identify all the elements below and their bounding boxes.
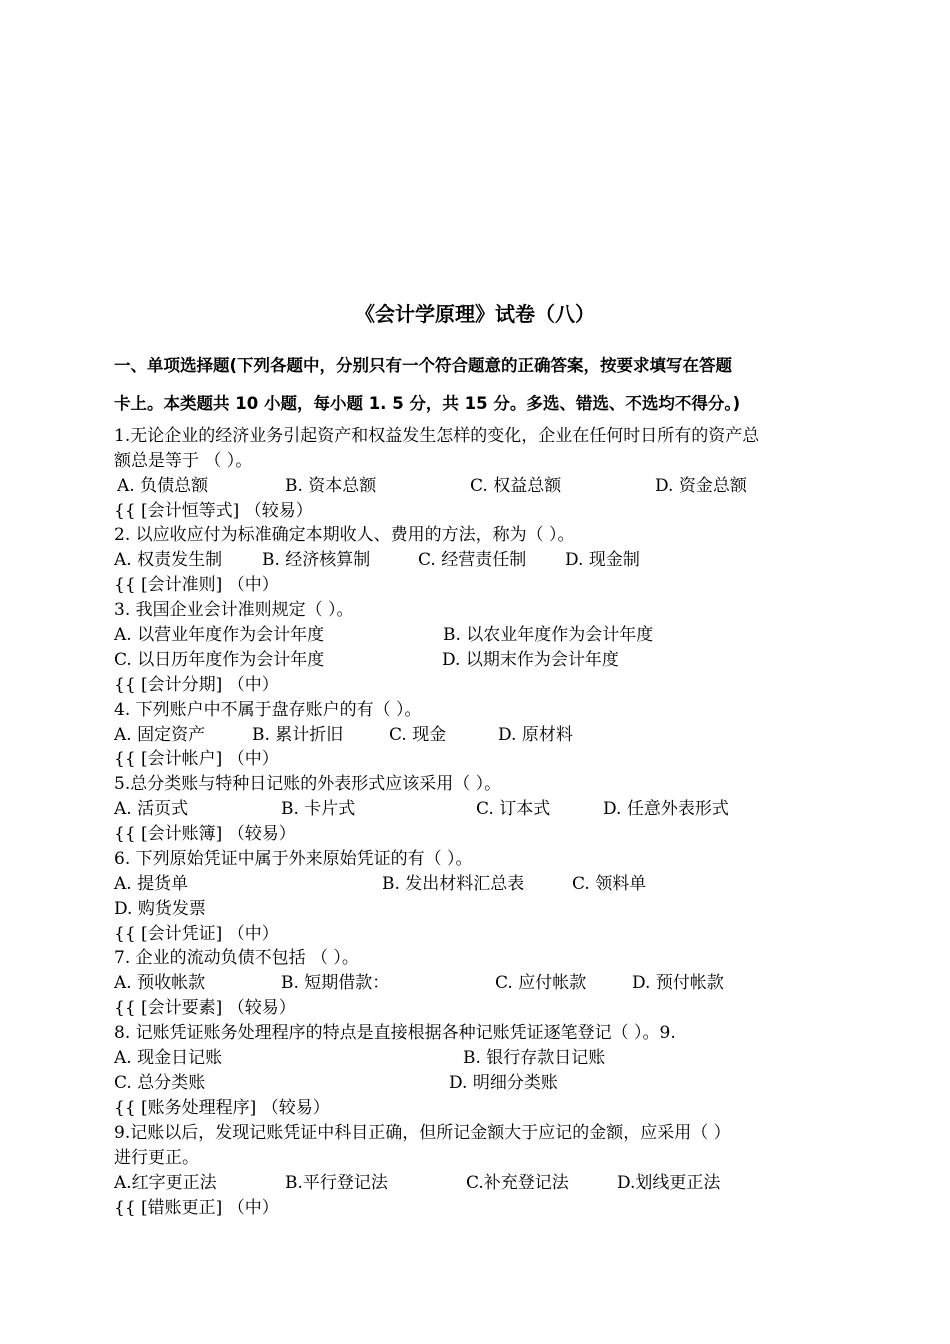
question-4-option-a: A. 固定资产	[114, 725, 206, 745]
question-9-option-d: D.划线更正法	[617, 1173, 721, 1193]
question-4-option-d: D. 原材料	[498, 725, 573, 745]
question-5-option-a: A. 活页式	[114, 799, 189, 819]
question-7-option-a: A. 预收帐款	[114, 973, 206, 993]
question-7-option-d: D. 预付帐款	[632, 973, 724, 993]
question-5-option-d: D. 任意外表形式	[603, 799, 729, 819]
question-9-stem-line-2: 进行更正。	[114, 1148, 199, 1168]
question-4-option-c: C. 现金	[389, 725, 447, 745]
question-4-option-b: B. 累计折旧	[252, 725, 344, 745]
question-7-stem: 7. 企业的流动负债不包括 （ ）。	[114, 948, 359, 968]
question-9-tag: {{ [错账更正] （中）	[114, 1198, 279, 1218]
question-3-option-d: D. 以期末作为会计年度	[442, 650, 619, 670]
question-6-stem: 6. 下列原始凭证中属于外来原始凭证的有（ ）。	[114, 849, 473, 869]
question-6-option-a: A. 提货单	[114, 874, 189, 894]
question-9-option-c: C.补充登记法	[466, 1173, 569, 1193]
question-1-tag: {{ [会计恒等式] （较易）	[114, 501, 313, 521]
question-6-option-b: B. 发出材料汇总表	[382, 874, 525, 894]
section-instruction-line-2: 卡上。本类题共 10 小题，每小题 1. 5 分，共 15 分。多选、错选、不选均不得分。)	[114, 394, 741, 413]
question-8-option-d: D. 明细分类账	[449, 1073, 558, 1093]
question-8-option-c: C. 总分类账	[114, 1073, 206, 1093]
question-3-tag: {{ [会计分期] （中）	[114, 675, 279, 695]
question-2-option-c: C. 经营责任制	[418, 550, 527, 570]
question-7-option-b: B. 短期借款：	[281, 973, 390, 993]
question-2-tag: {{ [会计准则] （中）	[114, 575, 279, 595]
section-instruction-line-1: 一、单项选择题(下列各题中，分别只有一个符合题意的正确答案，按要求填写在答题	[114, 356, 733, 375]
question-2-option-b: B. 经济核算制	[262, 550, 371, 570]
question-8-option-a: A. 现金日记账	[114, 1048, 223, 1068]
question-5-option-b: B. 卡片式	[281, 799, 356, 819]
question-2-option-d: D. 现金制	[565, 550, 640, 570]
question-3-stem: 3. 我国企业会计准则规定（ ）。	[114, 600, 354, 620]
question-9-stem-line-1: 9.记账以后，发现记账凭证中科目正确，但所记金额大于应记的金额，应采用（ ）	[114, 1123, 731, 1143]
question-5-stem: 5.总分类账与特种日记账的外表形式应该采用（ ）。	[114, 774, 502, 794]
question-5-tag: {{ [会计账簿] （较易）	[114, 824, 296, 844]
question-2-stem: 2. 以应收应付为标准确定本期收人、费用的方法，称为（ ）。	[114, 525, 575, 545]
question-3-option-c: C. 以日历年度作为会计年度	[114, 650, 325, 670]
question-1-option-c: C. 权益总额	[470, 476, 562, 496]
question-7-tag: {{ [会计要素] （较易）	[114, 998, 296, 1018]
question-6-option-c: C. 领料单	[572, 874, 647, 894]
question-4-stem: 4. 下列账户中不属于盘存账户的有（ ）。	[114, 700, 422, 720]
question-9-option-a: A.红字更正法	[114, 1173, 217, 1193]
question-8-option-b: B. 银行存款日记账	[463, 1048, 606, 1068]
question-6-tag: {{ [会计凭证] （中）	[114, 924, 279, 944]
question-1-stem-line-1: 1.无论企业的经济业务引起资产和权益发生怎样的变化，企业在任何时日所有的资产总	[114, 426, 760, 446]
question-3-option-a: A. 以营业年度作为会计年度	[114, 625, 325, 645]
question-7-option-c: C. 应付帐款	[495, 973, 587, 993]
exam-title: 《会计学原理》试卷（八）	[355, 302, 595, 326]
question-1-stem-line-2: 额总是等于 （ ）。	[114, 451, 253, 471]
question-2-option-a: A. 权责发生制	[114, 550, 223, 570]
question-5-option-c: C. 订本式	[476, 799, 551, 819]
question-3-option-b: B. 以农业年度作为会计年度	[443, 625, 654, 645]
question-6-option-d: D. 购货发票	[114, 899, 206, 919]
question-8-tag: {{ [账务处理程序] （较易）	[114, 1098, 330, 1118]
question-1-option-a: A. 负债总额	[117, 476, 209, 496]
question-8-stem: 8. 记账凭证账务处理程序的特点是直接根据各种记账凭证逐笔登记（ ）。9.	[114, 1023, 676, 1043]
question-9-option-b: B.平行登记法	[285, 1173, 388, 1193]
question-1-option-d: D. 资金总额	[655, 476, 747, 496]
question-4-tag: {{ [会计帐户] （中）	[114, 749, 279, 769]
question-1-option-b: B. 资本总额	[285, 476, 377, 496]
